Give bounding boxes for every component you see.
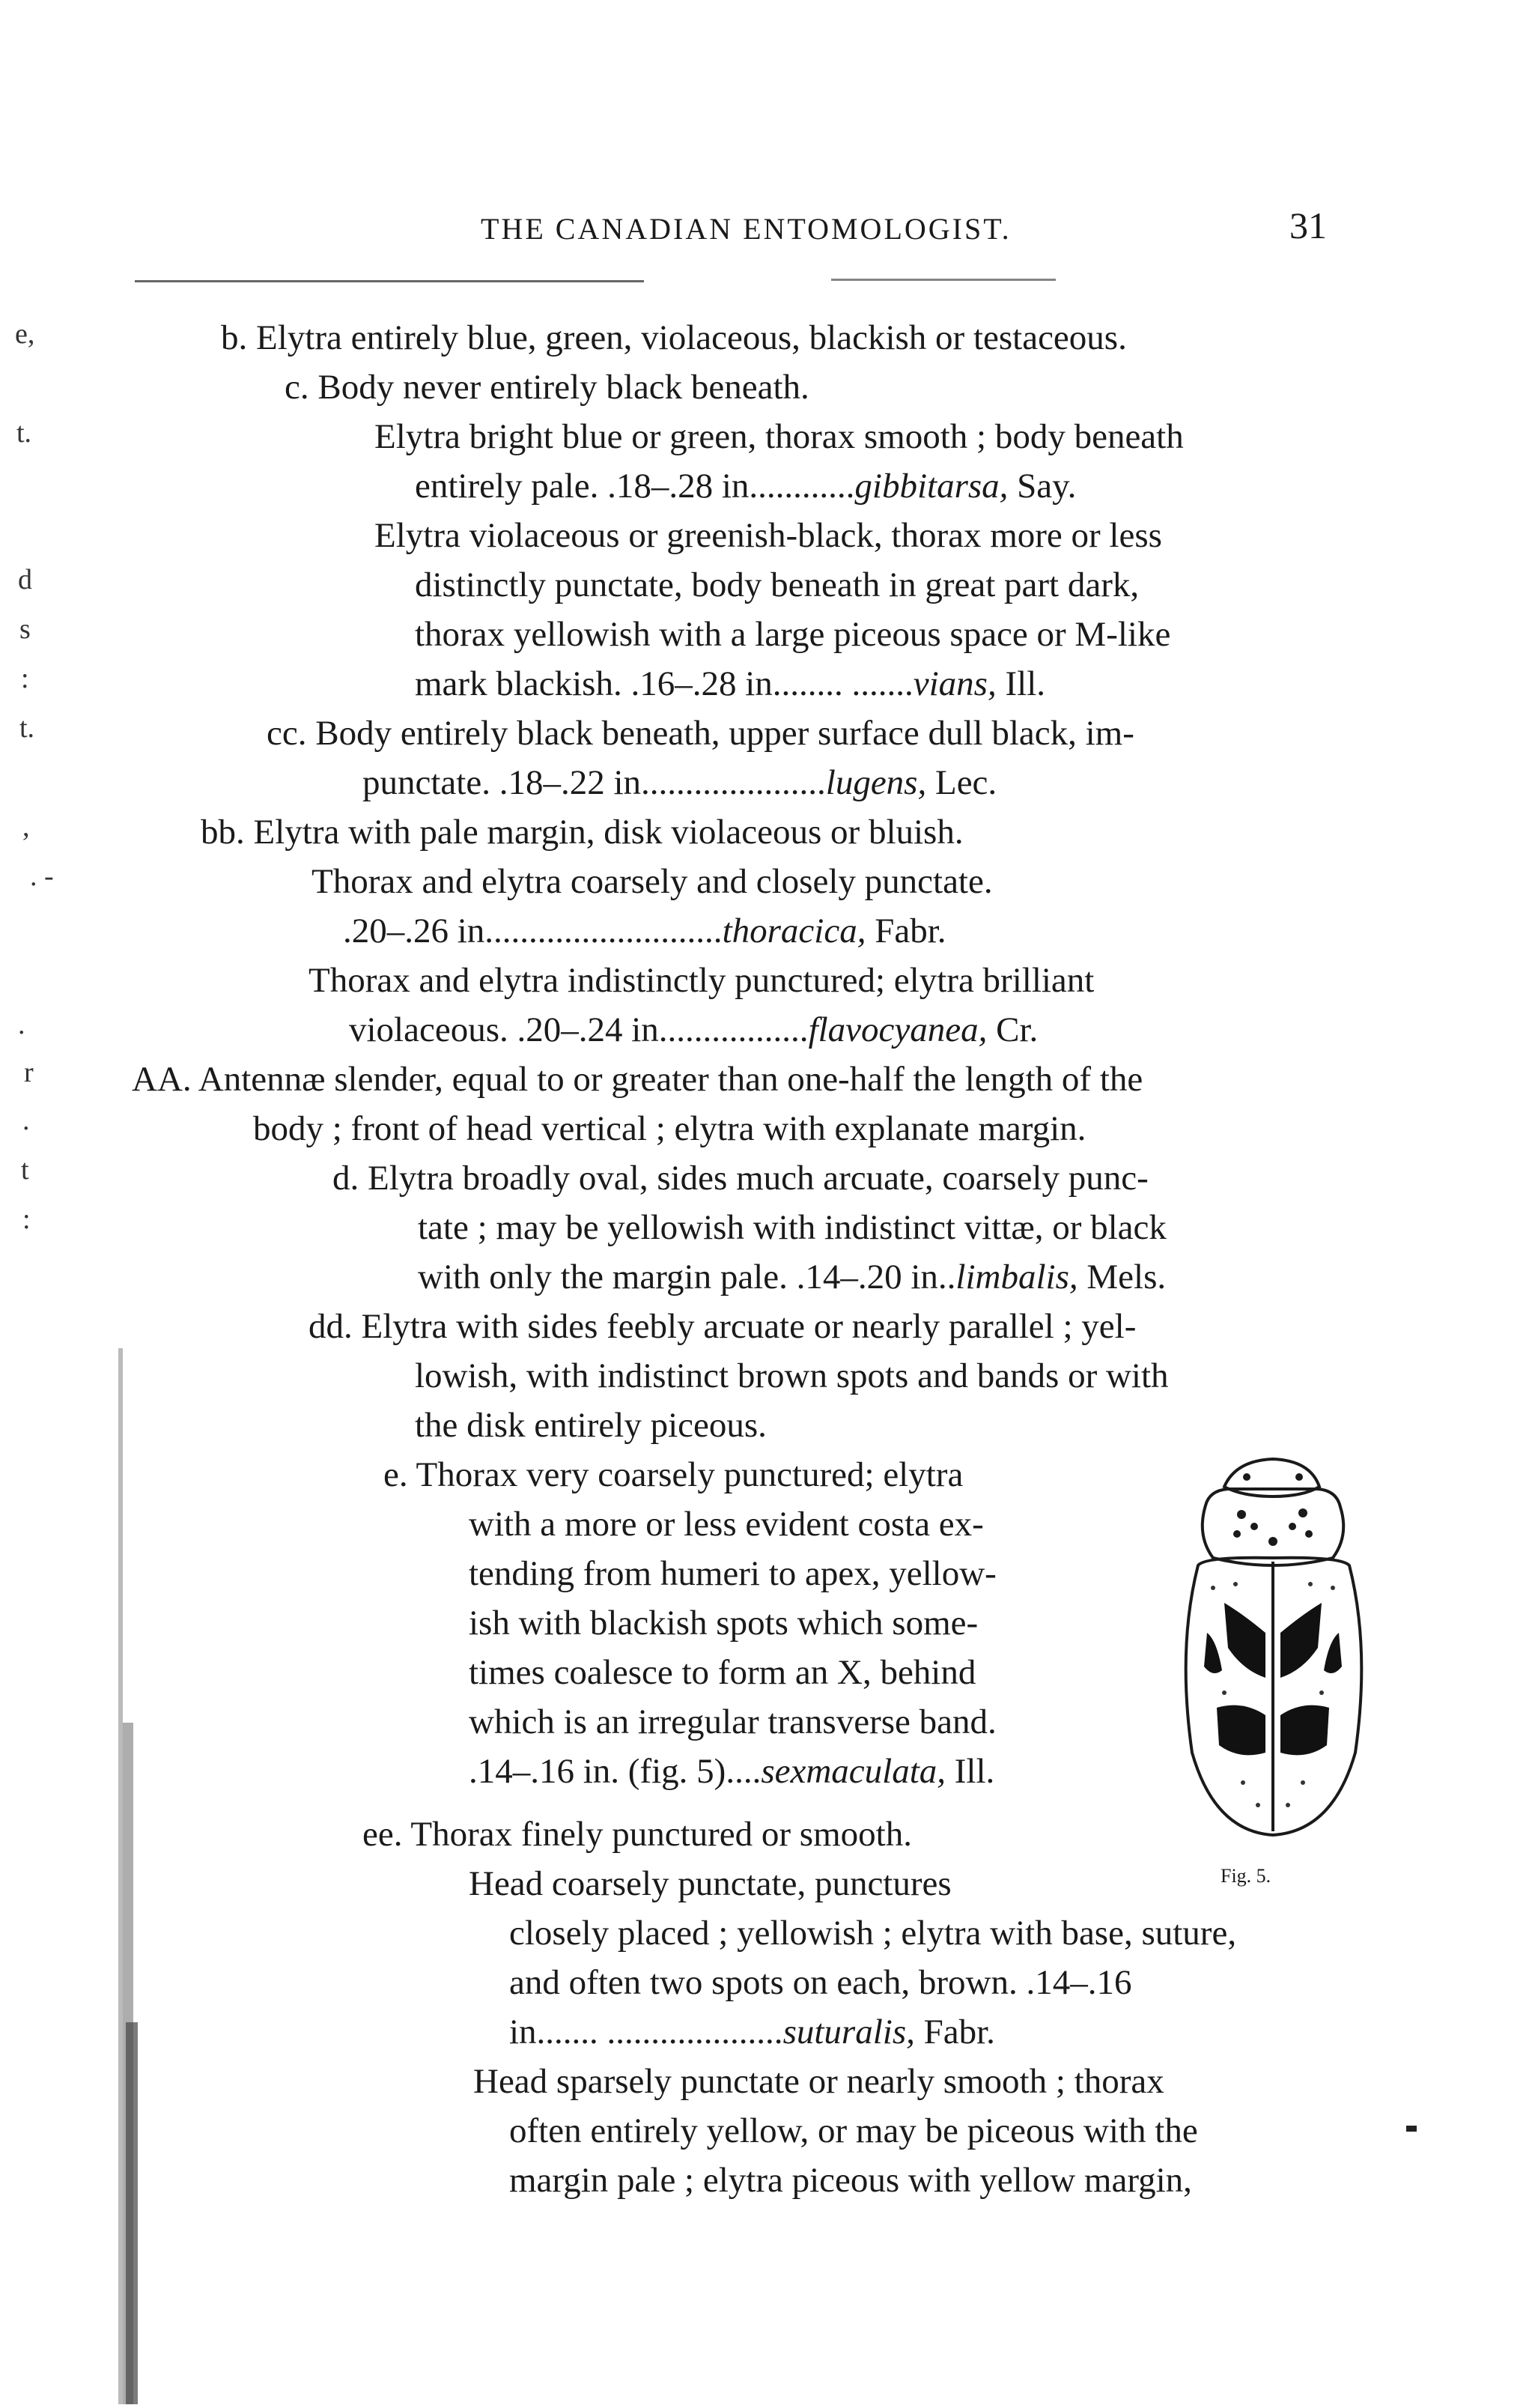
- key-line-dd: dd. Elytra with sides feebly arcuate or nearly parallel ; yel-: [308, 1307, 1137, 1346]
- key-line: body ; front of head vertical ; elytra with explanate margin.: [253, 1109, 1086, 1148]
- margin-fragment: t: [21, 1154, 29, 1186]
- key-line-b: b. Elytra entirely blue, green, violaceous, blackish or testaceous.: [221, 318, 1127, 357]
- key-line: Thorax and elytra coarsely and closely punctate.: [311, 862, 993, 901]
- margin-fragment: t.: [16, 417, 32, 449]
- header-rule-2: [831, 279, 1056, 281]
- key-line: closely placed ; yellowish ; elytra with base, suture,: [509, 1914, 1237, 1953]
- key-line: distinctly punctate, body beneath in great part dark,: [415, 565, 1140, 604]
- key-line: tending from humeri to apex, yellow-: [469, 1554, 997, 1593]
- key-line: Thorax and elytra indistinctly punctured; elytra brilliant: [308, 961, 1095, 1000]
- key-line-e: e. Thorax very coarsely punctured; elytra: [383, 1455, 964, 1494]
- margin-fragment: . -: [30, 861, 54, 892]
- margin-fragment: ,: [22, 811, 30, 843]
- key-line: tate ; may be yellowish with indistinct vittæ, or black: [418, 1208, 1167, 1247]
- key-line: with a more or less evident costa ex-: [469, 1505, 984, 1544]
- key-line: which is an irregular transverse band.: [469, 1702, 997, 1741]
- key-line: Head coarsely punctate, punctures: [469, 1864, 952, 1903]
- key-line: times coalesce to form an X, behind: [469, 1653, 976, 1692]
- margin-fragment: :: [22, 1204, 31, 1235]
- key-line: Elytra violaceous or greenish-black, thorax more or less: [374, 516, 1162, 555]
- key-line: often entirely yellow, or may be piceous with the: [509, 2111, 1198, 2150]
- key-line-species: .20–.26 in...........................thoracica, Fabr.: [343, 912, 946, 950]
- key-line: Head sparsely punctate or nearly smooth ; thorax: [473, 2062, 1164, 2101]
- key-line-cc: cc. Body entirely black beneath, upper surface dull black, im-: [267, 714, 1134, 753]
- margin-fragment: e,: [15, 318, 35, 350]
- key-line: and often two spots on each, brown. .14–.16: [509, 1963, 1132, 2002]
- running-head: THE CANADIAN ENTOMOLOGIST.: [481, 212, 1012, 246]
- key-line: ish with blackish spots which some-: [469, 1604, 979, 1643]
- key-line-ee: ee. Thorax finely punctured or smooth.: [362, 1815, 912, 1854]
- key-line-c: c. Body never entirely black beneath.: [285, 368, 809, 407]
- key-line: lowish, with indistinct brown spots and bands or with: [415, 1356, 1169, 1395]
- key-line-species: .14–.16 in. (fig. 5)....sexmaculata, Ill.: [469, 1752, 995, 1791]
- margin-fragment: .: [22, 1105, 30, 1136]
- key-line-species: with only the margin pale. .14–.20 in..limbalis, Mels.: [418, 1258, 1167, 1297]
- key-line-species: mark blackish. .16–.28 in........ .......vians, Ill.: [415, 664, 1046, 703]
- key-line-species: punctate. .18–.22 in.....................lugens, Lec.: [362, 763, 997, 802]
- margin-fragment: r: [24, 1057, 34, 1088]
- figure-caption: Fig. 5.: [1221, 1865, 1271, 1887]
- header-rule: [135, 280, 644, 282]
- key-line: thorax yellowish with a large piceous space or M-like: [415, 615, 1171, 654]
- figure-5-beetle: [1153, 1453, 1385, 1843]
- margin-mark: [1406, 2126, 1417, 2132]
- margin-fragment: .: [18, 1009, 25, 1040]
- key-line-species: entirely pale. .18–.28 in............gibbitarsa, Say.: [415, 467, 1077, 506]
- key-line-species: in....... ....................suturalis, Fabr.: [509, 2013, 995, 2051]
- key-line-d: d. Elytra broadly oval, sides much arcuate, coarsely punc-: [332, 1159, 1149, 1198]
- margin-fragment: t.: [19, 712, 35, 744]
- key-line-AA: AA. Antennæ slender, equal to or greater than one-half the length of the: [132, 1060, 1143, 1099]
- margin-fragment: s: [19, 613, 31, 645]
- key-line-species: violaceous. .20–.24 in.................flavocyanea, Cr.: [349, 1010, 1039, 1049]
- margin-fragment: :: [21, 663, 29, 694]
- margin-fragment: d: [18, 564, 32, 595]
- binding-edge-shadow: [112, 1348, 142, 2404]
- key-line: the disk entirely piceous.: [415, 1406, 767, 1445]
- page-number: 31: [1289, 204, 1327, 246]
- key-line: Elytra bright blue or green, thorax smooth ; body beneath: [374, 417, 1184, 456]
- key-line-bb: bb. Elytra with pale margin, disk violaceous or bluish.: [201, 813, 964, 852]
- key-line: margin pale ; elytra piceous with yellow margin,: [509, 2161, 1192, 2200]
